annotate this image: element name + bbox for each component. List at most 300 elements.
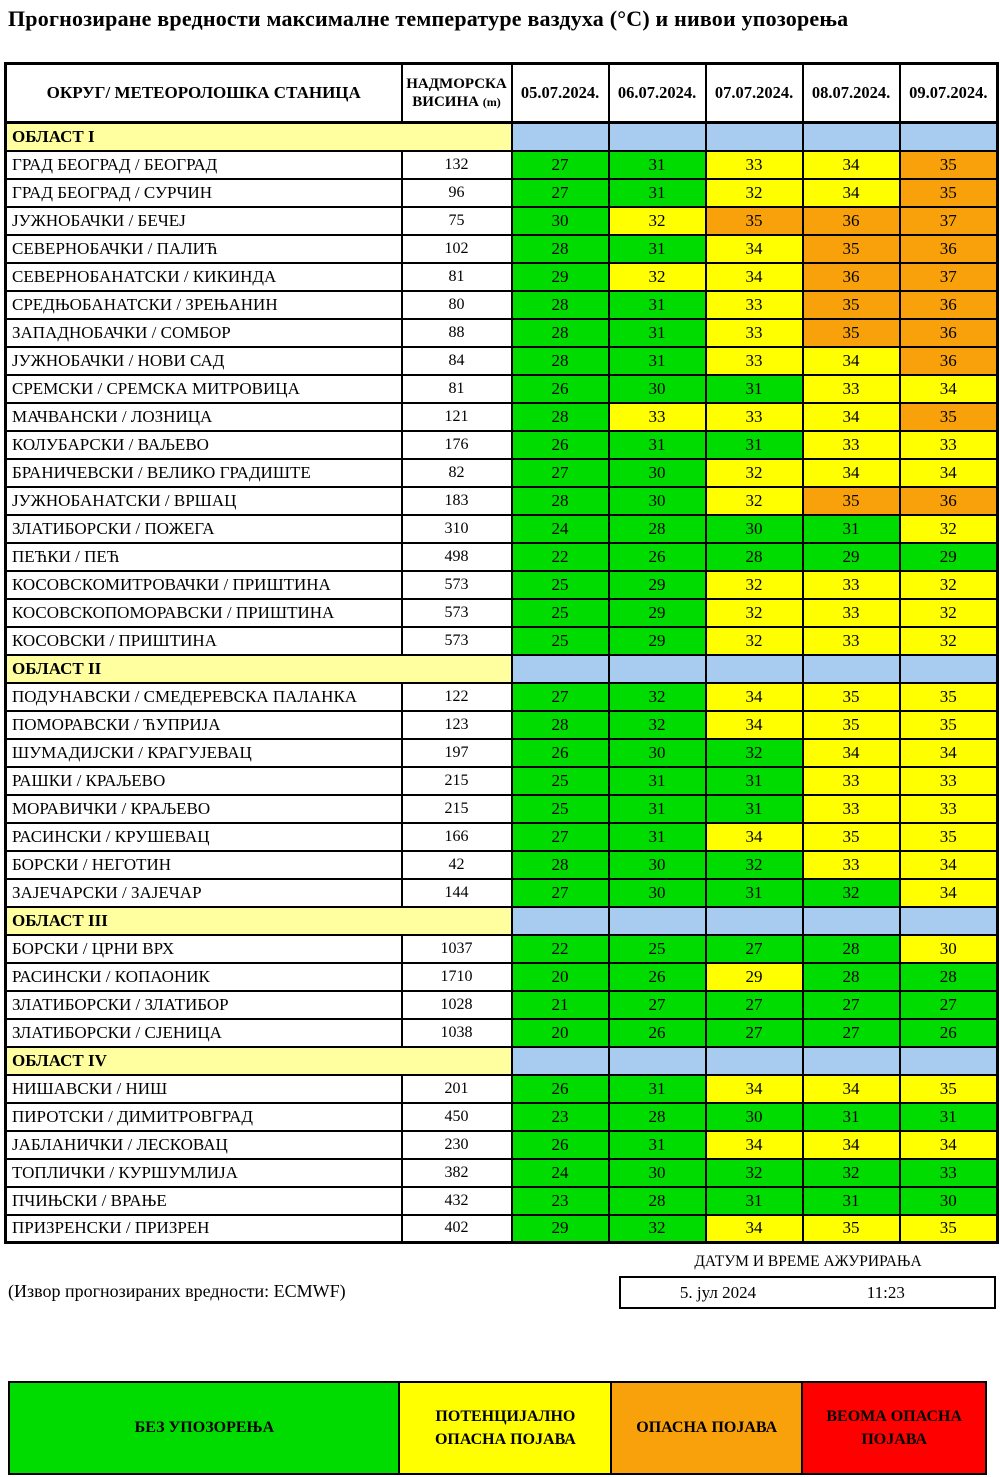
altitude-cell: 201 [402,1075,512,1103]
station-cell: ПЕЋКИ / ПЕЋ [6,543,402,571]
section-date-cell [512,123,609,151]
altitude-cell: 310 [402,515,512,543]
temp-cell: 28 [706,543,803,571]
station-cell: БОРСКИ / НЕГОТИН [6,851,402,879]
temp-cell: 28 [512,403,609,431]
station-row [6,1075,998,1103]
temp-cell: 35 [900,151,998,179]
temp-cell: 26 [609,963,706,991]
section-label: ОБЛАСТ III [6,907,512,935]
temp-cell: 30 [609,459,706,487]
altitude-cell: 432 [402,1187,512,1215]
temp-cell: 34 [706,711,803,739]
temp-cell: 31 [803,515,900,543]
station-cell: ГРАД БЕОГРАД / БЕОГРАД [6,151,402,179]
altitude-cell: 183 [402,487,512,515]
header-row [6,64,998,123]
section-date-cell [609,123,706,151]
section-date-cell [512,655,609,683]
temp-cell: 32 [803,879,900,907]
temp-cell: 33 [900,767,998,795]
temp-cell: 29 [609,599,706,627]
temp-cell: 27 [706,991,803,1019]
temp-cell: 35 [803,487,900,515]
temp-cell: 31 [609,767,706,795]
temp-cell: 34 [803,1131,900,1159]
station-cell: НИШАВСКИ / НИШ [6,1075,402,1103]
temp-cell: 23 [512,1187,609,1215]
station-cell: СРЕДЊОБАНАТСКИ / ЗРЕЊАНИН [6,291,402,319]
temp-cell: 28 [609,515,706,543]
station-cell: КОЛУБАРСКИ / ВАЉЕВО [6,431,402,459]
temp-cell: 25 [512,599,609,627]
altitude-header-line2: ВИСИНА [412,94,479,110]
altitude-header-line1: НАДМОРСКА [406,76,507,92]
temp-cell: 31 [609,1075,706,1103]
temp-cell: 31 [609,823,706,851]
temp-cell: 31 [609,319,706,347]
temp-cell: 30 [609,487,706,515]
column-header-date-2: 07.07.2024. [706,64,803,123]
temp-cell: 26 [512,375,609,403]
temp-cell: 25 [609,935,706,963]
legend-item-label: ВЕОМА ОПАСНА ПОЈАВА [826,1407,963,1448]
temp-cell: 34 [706,1075,803,1103]
temp-cell: 27 [706,1019,803,1047]
temp-cell: 36 [803,263,900,291]
column-header-station: ОКРУГ/ МЕТЕОРОЛОШКА СТАНИЦА [6,64,402,123]
temp-cell: 35 [900,179,998,207]
section-date-cell [512,1047,609,1075]
temp-cell: 33 [803,795,900,823]
section-date-cell [900,907,998,935]
station-cell: СРЕМСКИ / СРЕМСКА МИТРОВИЦА [6,375,402,403]
temp-cell: 32 [706,487,803,515]
temp-cell: 31 [609,179,706,207]
column-header-altitude [402,64,512,123]
station-row [6,711,998,739]
altitude-cell: 80 [402,291,512,319]
station-cell: РАСИНСКИ / КОПАОНИК [6,963,402,991]
temp-cell: 25 [512,795,609,823]
temp-cell: 35 [803,711,900,739]
temp-cell: 24 [512,1159,609,1187]
temp-cell: 24 [512,515,609,543]
update-time: 11:23 [866,1282,905,1302]
station-cell: ЗАЈЕЧАРСКИ / ЗАЈЕЧАР [6,879,402,907]
station-row [6,543,998,571]
altitude-cell: 176 [402,431,512,459]
temp-cell: 33 [803,767,900,795]
altitude-cell: 382 [402,1159,512,1187]
temp-cell: 29 [900,543,998,571]
altitude-cell: 81 [402,263,512,291]
temp-cell: 27 [900,991,998,1019]
station-cell: ЗЛАТИБОРСКИ / ЗЛАТИБОР [6,991,402,1019]
legend-item-label: ОПАСНА ПОЈАВА [636,1419,778,1437]
temp-cell: 34 [900,851,998,879]
temp-cell: 27 [512,151,609,179]
altitude-cell: 573 [402,571,512,599]
temp-cell: 28 [512,711,609,739]
station-row [6,991,998,1019]
temp-cell: 31 [706,375,803,403]
temp-cell: 33 [803,599,900,627]
altitude-cell: 81 [402,375,512,403]
station-cell: ШУМАДИЈСКИ / КРАГУЈЕВАЦ [6,739,402,767]
temp-cell: 32 [706,459,803,487]
temp-cell: 20 [512,963,609,991]
station-row [6,795,998,823]
section-date-cell [706,1047,803,1075]
station-cell: РАСИНСКИ / КРУШЕВАЦ [6,823,402,851]
temp-cell: 32 [706,1159,803,1187]
legend-item-potential [398,1381,612,1475]
station-cell: ЈАБЛАНИЧКИ / ЛЕСКОВАЦ [6,1131,402,1159]
temp-cell: 26 [512,1131,609,1159]
altitude-cell: 122 [402,683,512,711]
section-date-cell [803,655,900,683]
temp-cell: 34 [803,1075,900,1103]
altitude-cell: 215 [402,795,512,823]
temp-cell: 34 [900,375,998,403]
temp-cell: 31 [706,1187,803,1215]
temp-cell: 32 [900,599,998,627]
forecast-table [4,62,999,1244]
temp-cell: 31 [609,795,706,823]
temp-cell: 27 [609,991,706,1019]
altitude-cell: 1710 [402,963,512,991]
section-row-3 [6,1047,998,1075]
temp-cell: 21 [512,991,609,1019]
temp-cell: 32 [900,515,998,543]
temp-cell: 25 [512,627,609,655]
temp-cell: 29 [706,963,803,991]
temp-cell: 27 [512,879,609,907]
temp-cell: 36 [803,207,900,235]
temp-cell: 29 [512,1215,609,1243]
station-cell: СЕВЕРНОБАНАТСКИ / КИКИНДА [6,263,402,291]
temp-cell: 33 [803,851,900,879]
section-label: ОБЛАСТ I [6,123,512,151]
temp-cell: 33 [803,627,900,655]
temp-cell: 34 [706,235,803,263]
legend-item-label: БЕЗ УПОЗОРЕЊА [134,1419,275,1437]
altitude-cell: 144 [402,879,512,907]
temp-cell: 35 [706,207,803,235]
station-row [6,1019,998,1047]
station-row [6,767,998,795]
station-row [6,851,998,879]
station-row [6,1103,998,1131]
temp-cell: 33 [706,151,803,179]
temp-cell: 30 [900,935,998,963]
section-date-cell [706,907,803,935]
temp-cell: 33 [706,347,803,375]
station-cell: РАШКИ / КРАЉЕВО [6,767,402,795]
altitude-cell: 1037 [402,935,512,963]
temp-cell: 30 [706,1103,803,1131]
station-row [6,515,998,543]
temp-cell: 28 [512,291,609,319]
temp-cell: 28 [512,487,609,515]
station-cell: МАЧВАНСКИ / ЛОЗНИЦА [6,403,402,431]
temp-cell: 30 [512,207,609,235]
altitude-cell: 573 [402,599,512,627]
temp-cell: 31 [900,1103,998,1131]
section-date-cell [609,655,706,683]
station-row [6,375,998,403]
temp-cell: 28 [803,935,900,963]
temp-cell: 29 [609,571,706,599]
temp-cell: 31 [609,235,706,263]
temp-cell: 35 [900,683,998,711]
temp-cell: 32 [706,627,803,655]
warning-legend [8,1381,995,1475]
temp-cell: 30 [900,1187,998,1215]
station-cell: ПЧИЊСКИ / ВРАЊЕ [6,1187,402,1215]
temp-cell: 25 [512,767,609,795]
temp-cell: 31 [803,1103,900,1131]
altitude-cell: 96 [402,179,512,207]
station-row [6,963,998,991]
temp-cell: 35 [900,823,998,851]
temp-cell: 31 [609,347,706,375]
altitude-cell: 1028 [402,991,512,1019]
temp-cell: 34 [706,683,803,711]
temp-cell: 30 [609,879,706,907]
temp-cell: 36 [900,235,998,263]
section-row-0 [6,123,998,151]
station-row [6,235,998,263]
temp-cell: 31 [706,795,803,823]
station-cell: ГРАД БЕОГРАД / СУРЧИН [6,179,402,207]
update-label: ДАТУМ И ВРЕМЕ АЖУРИРАЊА [694,1253,922,1270]
altitude-cell: 166 [402,823,512,851]
temp-cell: 22 [512,935,609,963]
temp-cell: 34 [706,263,803,291]
temp-cell: 33 [803,571,900,599]
temp-cell: 34 [803,459,900,487]
station-row [6,431,998,459]
temp-cell: 27 [803,991,900,1019]
station-cell: ПОМОРАВСКИ / ЋУПРИЈА [6,711,402,739]
temp-cell: 35 [803,823,900,851]
section-date-cell [706,655,803,683]
temp-cell: 26 [512,739,609,767]
altitude-cell: 573 [402,627,512,655]
station-cell: ПИРОТСКИ / ДИМИТРОВГРАД [6,1103,402,1131]
station-cell: КОСОВСКОПОМОРАВСКИ / ПРИШТИНА [6,599,402,627]
altitude-cell: 88 [402,319,512,347]
temp-cell: 35 [900,403,998,431]
altitude-cell: 82 [402,459,512,487]
temp-cell: 33 [706,291,803,319]
station-cell: КОСОВСКОМИТРОВАЧКИ / ПРИШТИНА [6,571,402,599]
station-row [6,879,998,907]
altitude-cell: 121 [402,403,512,431]
temp-cell: 37 [900,263,998,291]
update-box [619,1276,996,1309]
temp-cell: 34 [803,179,900,207]
temp-cell: 30 [609,375,706,403]
temp-cell: 31 [803,1187,900,1215]
section-label: ОБЛАСТ II [6,655,512,683]
altitude-cell: 102 [402,235,512,263]
temp-cell: 32 [706,599,803,627]
temp-cell: 27 [512,459,609,487]
section-row-1 [6,655,998,683]
section-date-cell [512,907,609,935]
temp-cell: 35 [900,1075,998,1103]
temp-cell: 30 [706,515,803,543]
altitude-header-unit: (m) [482,95,501,109]
temp-cell: 36 [900,487,998,515]
station-row [6,571,998,599]
temp-cell: 35 [803,291,900,319]
station-cell: БРАНИЧЕВСКИ / ВЕЛИКО ГРАДИШТЕ [6,459,402,487]
station-cell: ТОПЛИЧКИ / КУРШУМЛИЈА [6,1159,402,1187]
temp-cell: 34 [803,739,900,767]
station-row [6,487,998,515]
legend-item-label: ПОТЕНЦИЈАЛНО ОПАСНА ПОЈАВА [434,1407,576,1448]
altitude-cell: 230 [402,1131,512,1159]
altitude-cell: 75 [402,207,512,235]
altitude-cell: 215 [402,767,512,795]
station-row [6,179,998,207]
legend-item-none [8,1381,401,1475]
station-cell: КОСОВСКИ / ПРИШТИНА [6,627,402,655]
station-cell: ПОДУНАВСКИ / СМЕДЕРЕВСКА ПАЛАНКА [6,683,402,711]
station-row [6,347,998,375]
altitude-cell: 1038 [402,1019,512,1047]
station-cell: ЗАПАДНОБАЧКИ / СОМБОР [6,319,402,347]
station-row [6,459,998,487]
temp-cell: 32 [609,683,706,711]
section-date-cell [803,123,900,151]
temp-cell: 29 [609,627,706,655]
forecast-table-body [6,123,998,1243]
temp-cell: 35 [803,319,900,347]
temp-cell: 31 [706,879,803,907]
station-row [6,263,998,291]
station-row [6,207,998,235]
temp-cell: 33 [900,431,998,459]
altitude-cell: 498 [402,543,512,571]
temp-cell: 26 [609,543,706,571]
station-row [6,627,998,655]
temp-cell: 27 [706,935,803,963]
altitude-cell: 123 [402,711,512,739]
temp-cell: 28 [512,347,609,375]
temp-cell: 32 [900,627,998,655]
station-row [6,1159,998,1187]
section-date-cell [900,1047,998,1075]
temp-cell: 36 [900,347,998,375]
temp-cell: 32 [609,263,706,291]
altitude-cell: 450 [402,1103,512,1131]
column-header-date-4: 09.07.2024. [900,64,998,123]
temp-cell: 31 [609,431,706,459]
temp-cell: 31 [609,1131,706,1159]
temp-cell: 27 [803,1019,900,1047]
station-cell: ЗЛАТИБОРСКИ / СЈЕНИЦА [6,1019,402,1047]
temp-cell: 26 [609,1019,706,1047]
temp-cell: 34 [900,459,998,487]
altitude-cell: 197 [402,739,512,767]
station-row [6,1187,998,1215]
temp-cell: 32 [609,1215,706,1243]
station-cell: ПРИЗРЕНСКИ / ПРИЗРЕН [6,1215,402,1243]
temp-cell: 32 [900,571,998,599]
temp-cell: 34 [900,879,998,907]
temp-cell: 20 [512,1019,609,1047]
station-cell: МОРАВИЧКИ / КРАЉЕВО [6,795,402,823]
temp-cell: 26 [512,431,609,459]
station-row [6,599,998,627]
temp-cell: 34 [803,403,900,431]
temp-cell: 31 [609,151,706,179]
altitude-cell: 42 [402,851,512,879]
temp-cell: 28 [512,235,609,263]
temp-cell: 33 [609,403,706,431]
column-header-date-0: 05.07.2024. [512,64,609,123]
temp-cell: 31 [706,431,803,459]
station-row [6,151,998,179]
section-date-cell [803,1047,900,1075]
temp-cell: 28 [803,963,900,991]
station-row [6,739,998,767]
temp-cell: 28 [900,963,998,991]
section-date-cell [609,1047,706,1075]
temp-cell: 23 [512,1103,609,1131]
temp-cell: 29 [512,263,609,291]
temp-cell: 33 [706,403,803,431]
temp-cell: 28 [609,1187,706,1215]
temp-cell: 33 [900,795,998,823]
station-row [6,319,998,347]
page-title: Прогнозиране вредности максималне температуре ваздуха (°C) и нивои упозорења [8,6,849,31]
temp-cell: 31 [609,291,706,319]
station-row [6,823,998,851]
temp-cell: 33 [803,375,900,403]
station-row [6,683,998,711]
temp-cell: 31 [706,767,803,795]
temp-cell: 28 [512,851,609,879]
temp-cell: 32 [706,179,803,207]
station-row [6,1215,998,1243]
station-cell: ЈУЖНОБАЧКИ / НОВИ САД [6,347,402,375]
station-row [6,403,998,431]
temp-cell: 32 [803,1159,900,1187]
temp-cell: 32 [706,571,803,599]
source-note: (Извор прогнозираних вредности: ECMWF) [8,1281,346,1301]
temp-cell: 34 [803,151,900,179]
station-cell: СЕВЕРНОБАЧКИ / ПАЛИЋ [6,235,402,263]
legend-item-dangerous [610,1381,803,1475]
temp-cell: 27 [512,683,609,711]
station-cell: ЈУЖНОБАЧКИ / БЕЧЕЈ [6,207,402,235]
section-date-cell [803,907,900,935]
temp-cell: 34 [706,1215,803,1243]
section-label: ОБЛАСТ IV [6,1047,512,1075]
temp-cell: 34 [900,739,998,767]
altitude-cell: 84 [402,347,512,375]
temp-cell: 27 [512,823,609,851]
temp-cell: 34 [706,1131,803,1159]
column-header-date-3: 08.07.2024. [803,64,900,123]
station-cell: БОРСКИ / ЦРНИ ВРХ [6,935,402,963]
